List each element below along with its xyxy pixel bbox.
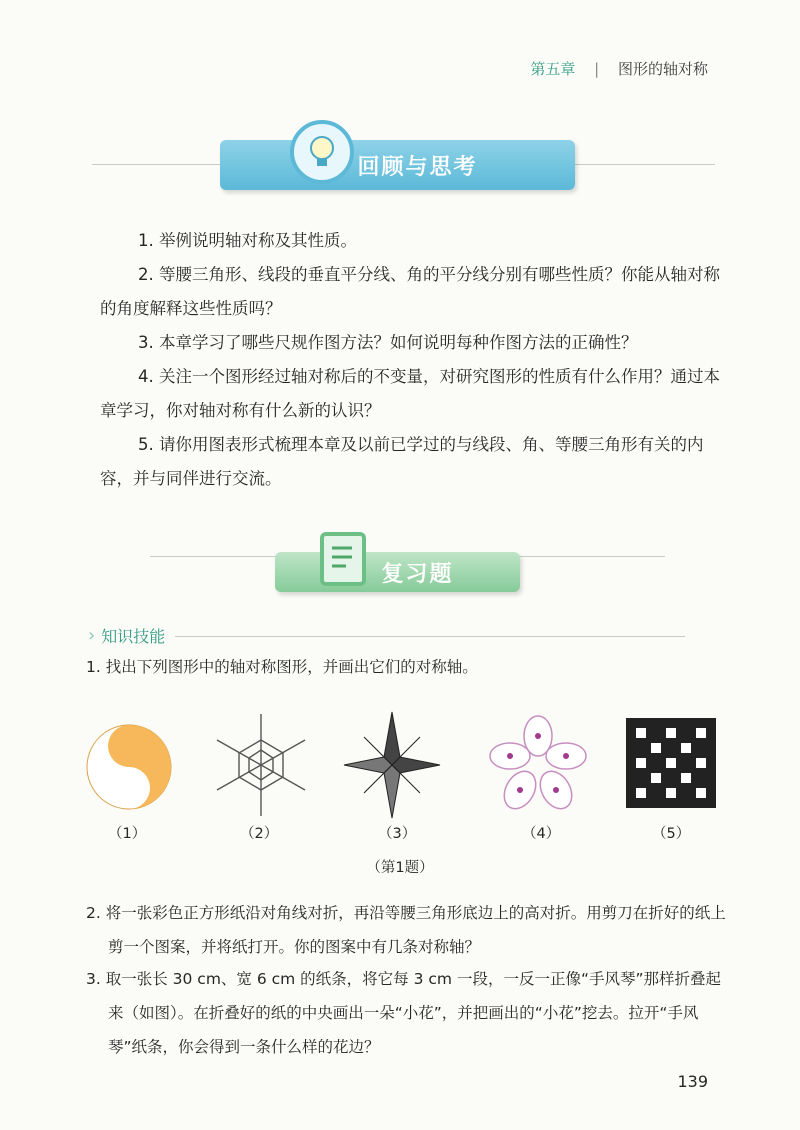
subsection-rule: [175, 636, 685, 637]
figure-caption: （第1题）: [366, 860, 434, 876]
grid-pattern-figure: [626, 718, 716, 808]
review-item-4: 4. 关注一个图形经过轴对称后的不变量，对研究图形的性质有什么作用？通过本章学习，你对轴对称有什么新的认识？: [100, 367, 720, 420]
figure-label-4: （4）: [522, 826, 561, 842]
figure-label-2: （2）: [240, 826, 279, 842]
exercise-banner: [275, 552, 520, 592]
question-2-text: 2. 将一张彩色正方形纸沿对角线对折，再沿等腰三角形底边上的高对折。用剪刀在折好的纸上剪一个图案，并将纸打开。你的图案中有几条对称轴？: [86, 904, 726, 956]
review-item-2: 2. 等腰三角形、线段的垂直平分线、角的平分线分别有哪些性质？你能从轴对称的角度解释这些性质吗？: [100, 265, 720, 318]
question-3: [86, 962, 726, 1064]
review-title: 回顾与思考: [357, 154, 478, 180]
review-item-3: 3. 本章学习了哪些尺规作图方法？如何说明每种作图方法的正确性？: [138, 333, 638, 352]
banner-rule-right: [565, 164, 715, 165]
figure-label-3: （3）: [378, 826, 417, 842]
compass-star-figure: [342, 710, 442, 820]
review-questions: [100, 224, 720, 496]
page-number: 139: [677, 1072, 708, 1091]
document-icon: [320, 532, 366, 586]
review-item-5: 5. 请你用图表形式梳理本章及以前已学过的与线段、角、等腰三角形有关的内容，并与同伴进行交流。: [100, 435, 704, 488]
lightbulb-icon: [290, 120, 354, 184]
question-2: [86, 896, 726, 964]
banner2-rule-right: [505, 556, 665, 557]
review-banner: [220, 140, 575, 190]
header-separator: |: [594, 60, 600, 78]
chapter-title: 图形的轴对称: [617, 60, 708, 78]
banner-rule-left: [92, 164, 232, 165]
running-header: [530, 58, 708, 79]
subsection-heading: [88, 624, 685, 647]
subsection-label: 知识技能: [101, 627, 166, 646]
chevron-right-icon: ›: [88, 625, 96, 646]
question-1-text: 1. 找出下列图形中的轴对称图形，并画出它们的对称轴。: [86, 658, 478, 676]
banner2-rule-left: [150, 556, 290, 557]
bauhinia-flower-figure: [488, 714, 588, 814]
question-3-text: 3. 取一张长 30 cm、宽 6 cm 的纸条，将它每 3 cm 一段，一反一正像“手风琴”那样折叠起来（如图）。在折叠好的纸的中央画出一朵“小花”，并把画出的“小花”挖去。拉开“手风琴”纸条，你会得到一条什么样的花边？: [86, 970, 722, 1056]
question-1: [86, 650, 726, 684]
review-item-1: 1. 举例说明轴对称及其性质。: [138, 231, 357, 250]
figure-label-1: （1）: [108, 826, 147, 842]
chapter-label: 第五章: [530, 60, 576, 78]
exercise-title: 复习题: [381, 561, 454, 587]
figure-label-5: （5）: [652, 826, 691, 842]
snowflake-figure: [205, 710, 317, 820]
yin-shape-figure: [84, 722, 174, 812]
